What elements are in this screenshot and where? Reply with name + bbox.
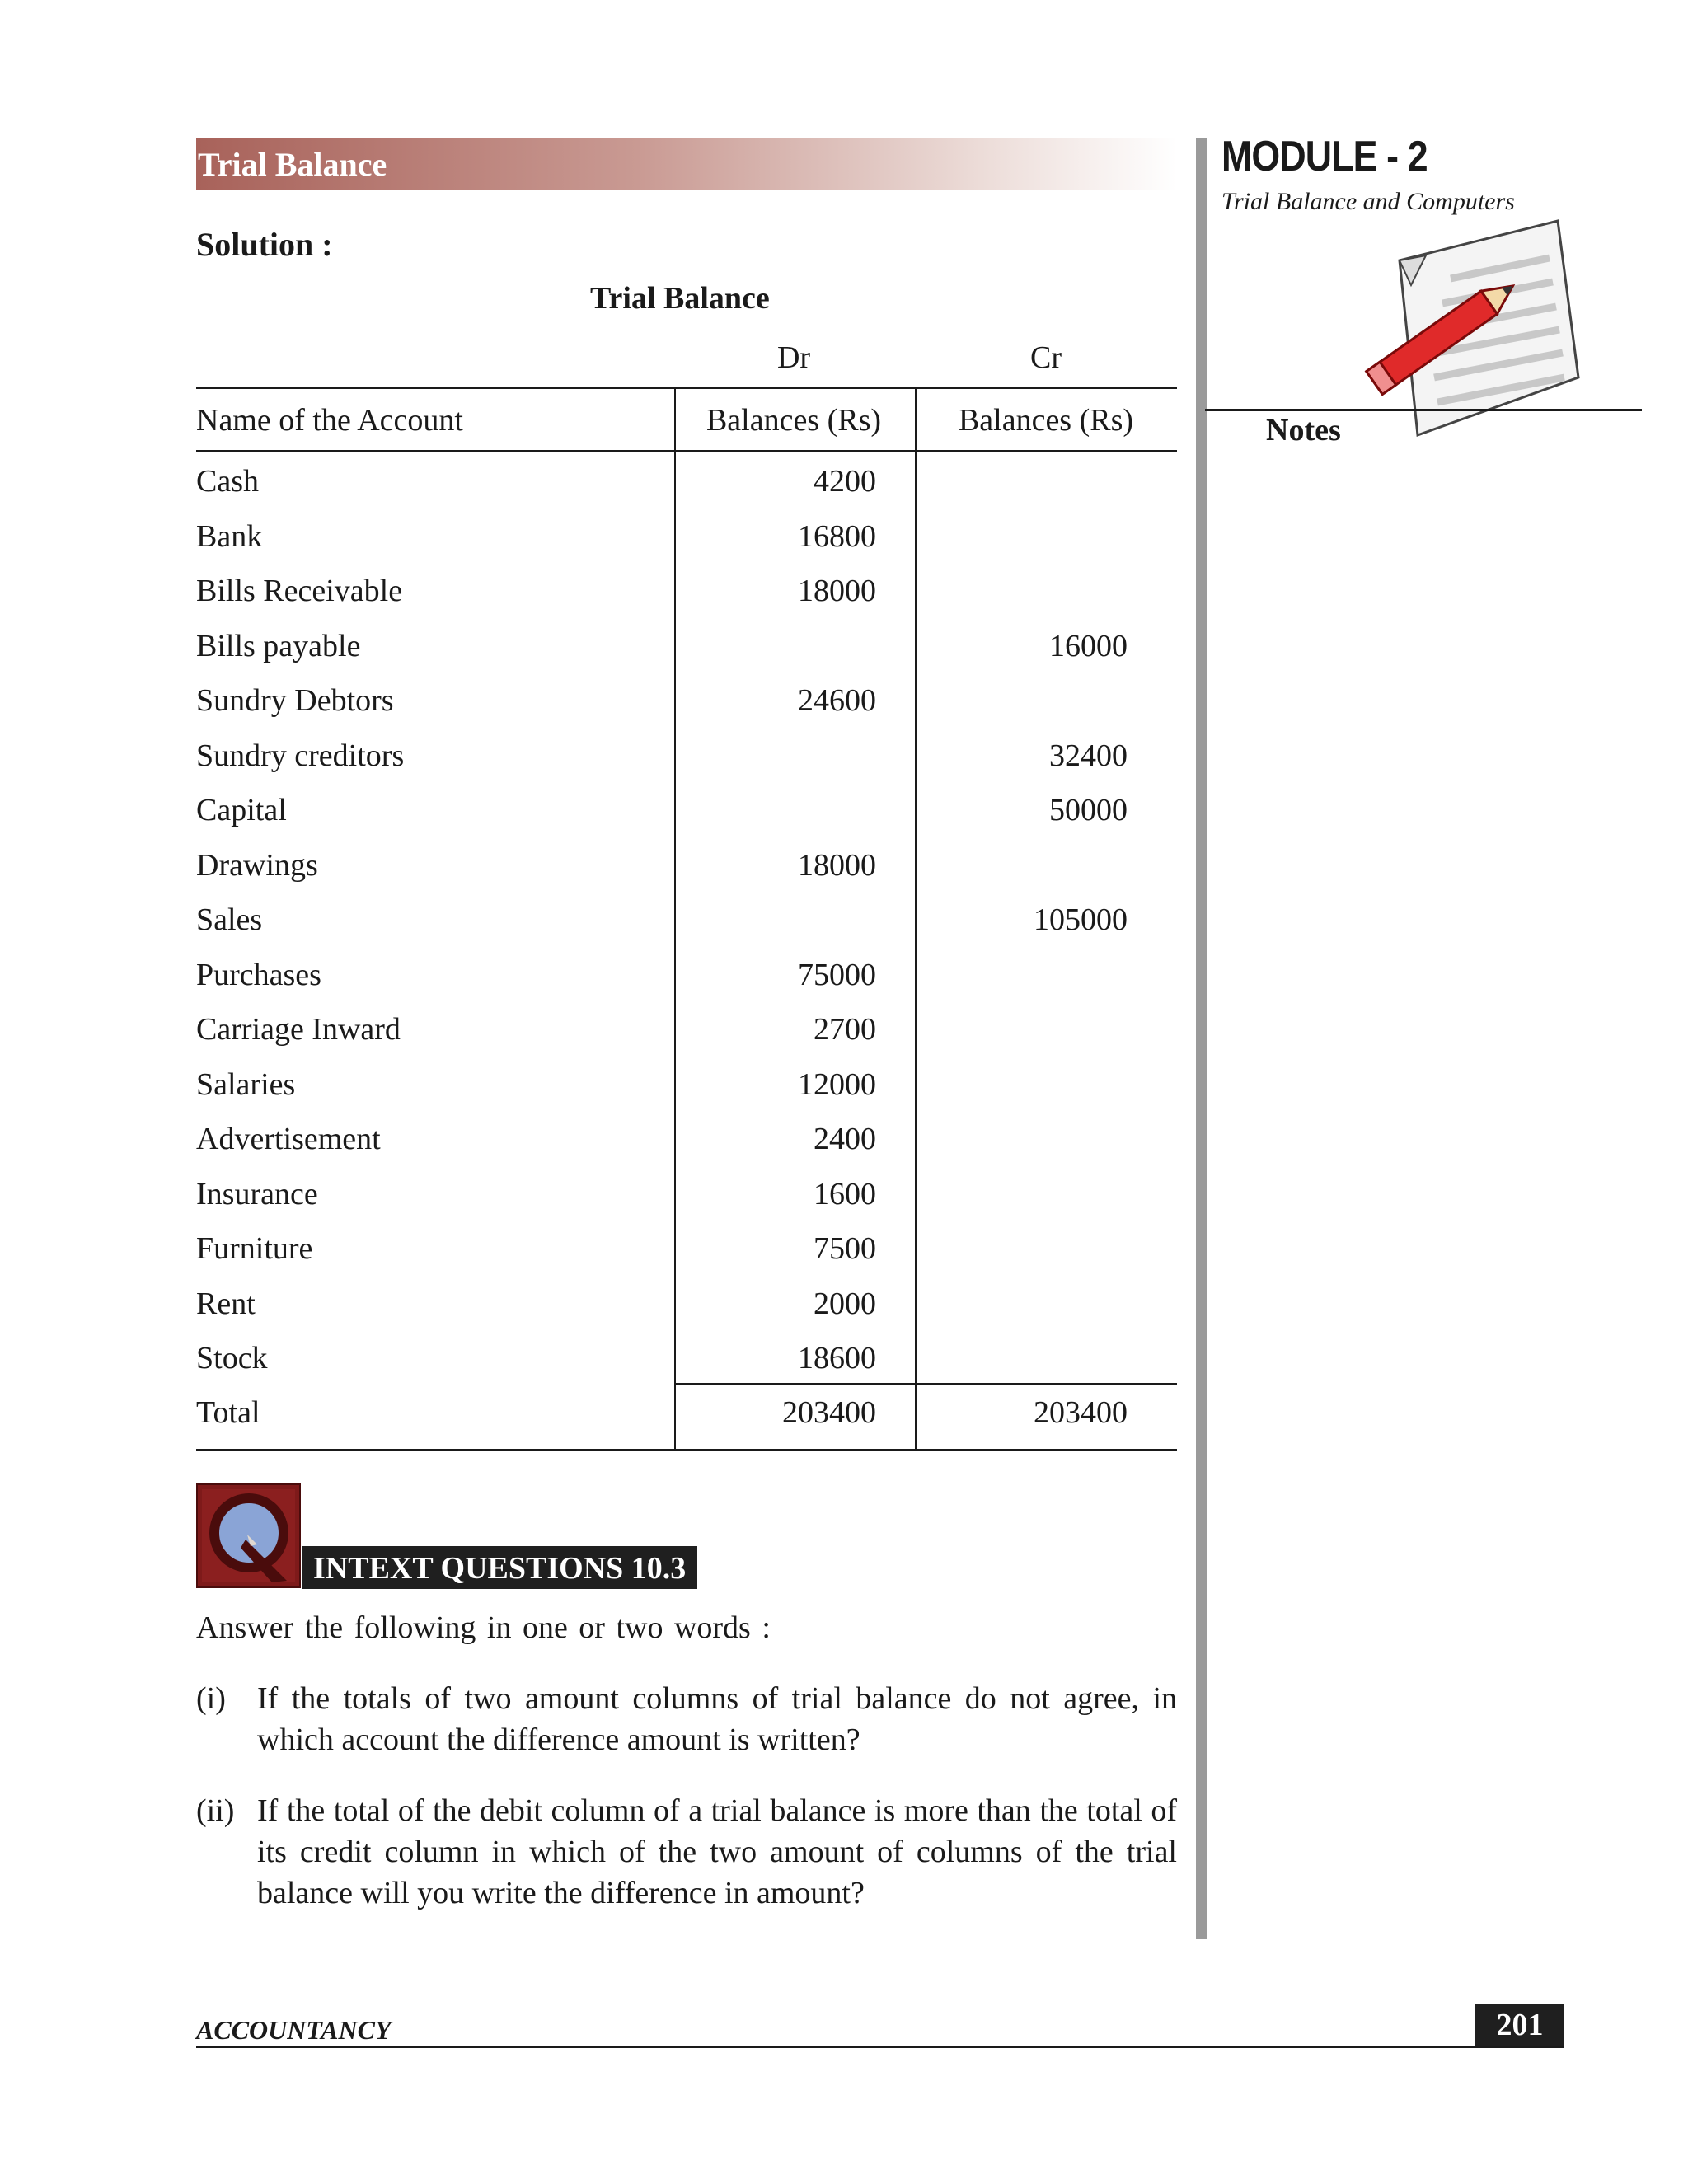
footer-subject: ACCOUNTANCY [196, 2015, 392, 2045]
module-subtitle: Trial Balance and Computers [1221, 188, 1515, 215]
cr-amount: 50000 [1049, 793, 1128, 827]
notes-rule [1205, 409, 1642, 411]
dr-amount: 2400 [814, 1122, 876, 1156]
dr-amount: 2700 [814, 1012, 876, 1047]
total-rule [674, 1383, 1177, 1385]
header-dr-balances: Balances (Rs) [706, 403, 882, 438]
account-name: Salaries [196, 1067, 296, 1102]
dr-amount: 24600 [798, 683, 876, 718]
dr-amount: 12000 [798, 1067, 876, 1102]
account-name: Bills payable [196, 629, 361, 663]
account-name: Sundry Debtors [196, 683, 394, 718]
notes-label: Notes [1266, 413, 1341, 448]
account-name: Sales [196, 902, 263, 937]
dr-amount: 7500 [814, 1231, 876, 1266]
question-item [196, 1678, 1177, 1760]
account-name: Sundry creditors [196, 738, 405, 773]
dr-amount: 75000 [798, 958, 876, 992]
cr-amount: 105000 [1034, 902, 1128, 937]
total-dr: 203400 [782, 1395, 876, 1430]
account-name: Bank [196, 519, 263, 554]
table-title: Trial Balance [590, 281, 770, 316]
account-name: Drawings [196, 848, 318, 883]
section-title: Trial Balance [198, 146, 387, 183]
account-name: Stock [196, 1341, 268, 1376]
total-label: Total [196, 1395, 260, 1430]
account-name: Bills Receivable [196, 574, 403, 608]
header-rule [196, 450, 1177, 452]
account-name: Furniture [196, 1231, 313, 1266]
question-number: (ii) [196, 1793, 235, 1828]
account-name: Purchases [196, 958, 321, 992]
dr-amount: 18600 [798, 1341, 876, 1376]
dr-amount: 1600 [814, 1177, 876, 1212]
table-bottom-rule [196, 1449, 1177, 1451]
account-name: Rent [196, 1286, 256, 1321]
dr-amount: 18000 [798, 848, 876, 883]
header-cr-balances: Balances (Rs) [958, 403, 1134, 438]
dr-label: Dr [776, 340, 811, 375]
account-name: Carriage Inward [196, 1012, 401, 1047]
table-top-rule [196, 387, 1177, 389]
dr-amount: 2000 [814, 1286, 876, 1321]
header-account-name: Name of the Account [196, 403, 463, 438]
solution-label: Solution : [196, 226, 333, 263]
dr-amount: 16800 [798, 519, 876, 554]
cr-label: Cr [1030, 340, 1062, 375]
account-name: Advertisement [196, 1122, 381, 1156]
dr-amount: 18000 [798, 574, 876, 608]
question-text: If the total of the debit column of a trial balance is more than the total of its credit column in which of the two amount of columns of the trial balance will you write the difference in amount? [257, 1793, 1177, 1910]
question-text: If the totals of two amount columns of trial balance do not agree, in which account the difference amount is written? [257, 1681, 1177, 1757]
question-q-icon [196, 1483, 301, 1588]
account-name: Capital [196, 793, 287, 827]
question-number: (i) [196, 1681, 226, 1716]
page-number: 201 [1475, 2004, 1564, 2046]
dr-amount: 4200 [814, 464, 876, 499]
intext-instruction: Answer the following in one or two words : [196, 1610, 771, 1645]
notes-pencil-icon [1352, 213, 1591, 452]
cr-amount: 16000 [1049, 629, 1128, 663]
module-title: MODULE - 2 [1221, 133, 1428, 180]
account-name: Insurance [196, 1177, 318, 1212]
cr-amount: 32400 [1049, 738, 1128, 773]
footer-rule [196, 2046, 1564, 2048]
account-name: Cash [196, 464, 259, 499]
section-header-band [196, 138, 1177, 190]
question-item [196, 1790, 1177, 1914]
total-cr: 203400 [1034, 1395, 1128, 1430]
intext-questions-banner: INTEXT QUESTIONS 10.3 [302, 1546, 697, 1589]
